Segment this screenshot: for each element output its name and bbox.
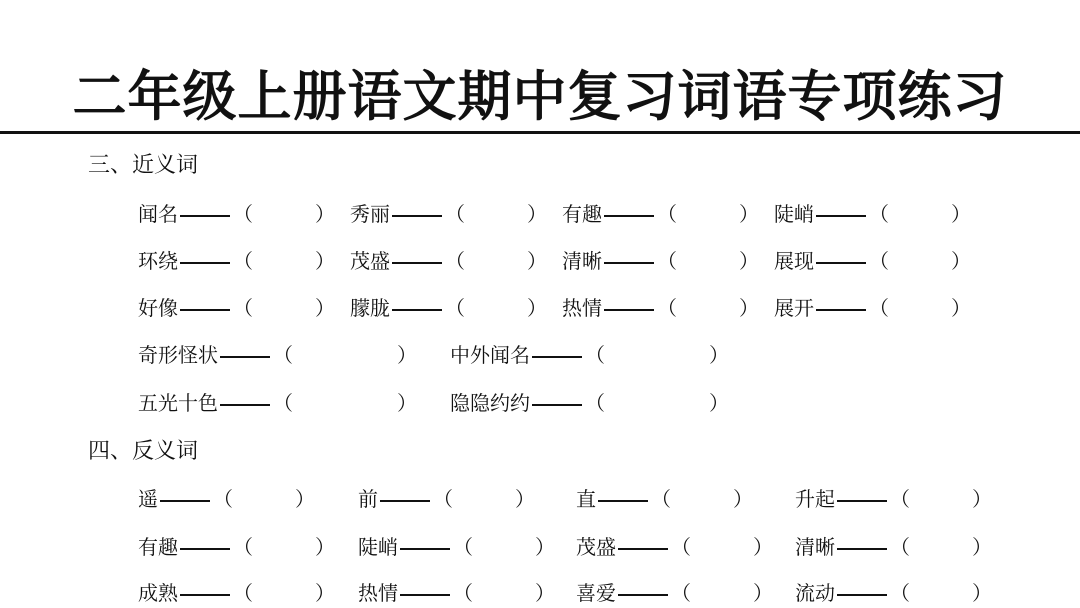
item-word: 展开	[774, 296, 814, 320]
exercise-item	[358, 484, 535, 514]
item-word: 秀丽	[350, 202, 390, 226]
open-paren: （	[890, 581, 910, 605]
item-word: 环绕	[138, 249, 178, 273]
close-paren: ）	[951, 202, 971, 226]
section-heading-antonyms: 四、反义词	[88, 439, 199, 464]
close-paren: ）	[535, 535, 555, 559]
item-word: 遥	[138, 487, 158, 511]
dash-line	[392, 215, 442, 217]
open-paren: （	[890, 487, 910, 511]
open-paren: （	[233, 202, 253, 226]
open-paren: （	[273, 343, 293, 367]
dash-line	[400, 594, 450, 596]
exercise-item	[562, 246, 759, 276]
exercise-item	[450, 340, 729, 370]
item-word: 升起	[795, 487, 835, 511]
item-word: 茂盛	[576, 535, 616, 559]
item-word: 有趣	[562, 202, 602, 226]
close-paren: ）	[739, 249, 759, 273]
item-word: 清晰	[562, 249, 602, 273]
dash-line	[532, 404, 582, 406]
dash-line	[816, 215, 866, 217]
open-paren: （	[273, 391, 293, 415]
item-word: 好像	[138, 296, 178, 320]
exercise-item	[350, 293, 547, 323]
dash-line	[837, 548, 887, 550]
close-paren: ）	[527, 296, 547, 320]
exercise-item	[795, 578, 992, 608]
item-word: 有趣	[138, 535, 178, 559]
dash-line	[604, 215, 654, 217]
item-word: 茂盛	[350, 249, 390, 273]
close-paren: ）	[951, 296, 971, 320]
exercise-item	[774, 246, 971, 276]
item-word: 陡峭	[774, 202, 814, 226]
item-word: 闻名	[138, 202, 178, 226]
dash-line	[618, 594, 668, 596]
close-paren: ）	[515, 487, 535, 511]
exercise-item	[795, 484, 992, 514]
dash-line	[220, 404, 270, 406]
exercise-item	[350, 246, 547, 276]
close-paren: ）	[739, 202, 759, 226]
open-paren: （	[233, 249, 253, 273]
close-paren: ）	[709, 391, 729, 415]
dash-line	[180, 594, 230, 596]
exercise-item	[358, 532, 555, 562]
dash-line	[532, 356, 582, 358]
close-paren: ）	[535, 581, 555, 605]
close-paren: ）	[315, 581, 335, 605]
exercise-item	[576, 532, 773, 562]
close-paren: ）	[709, 343, 729, 367]
close-paren: ）	[972, 535, 992, 559]
exercise-item	[774, 293, 971, 323]
dash-line	[160, 500, 210, 502]
exercise-item	[774, 199, 971, 229]
open-paren: （	[890, 535, 910, 559]
dash-line	[180, 215, 230, 217]
exercise-item	[562, 199, 759, 229]
dash-line	[604, 262, 654, 264]
item-word: 清晰	[795, 535, 835, 559]
open-paren: （	[445, 296, 465, 320]
dash-line	[598, 500, 648, 502]
close-paren: ）	[739, 296, 759, 320]
dash-line	[380, 500, 430, 502]
open-paren: （	[671, 581, 691, 605]
close-paren: ）	[972, 487, 992, 511]
open-paren: （	[233, 296, 253, 320]
dash-line	[816, 262, 866, 264]
open-paren: （	[445, 249, 465, 273]
open-paren: （	[453, 535, 473, 559]
exercise-item	[138, 199, 335, 229]
exercise-item	[562, 293, 759, 323]
open-paren: （	[445, 202, 465, 226]
open-paren: （	[869, 296, 889, 320]
exercise-item	[576, 578, 773, 608]
exercise-item	[138, 388, 417, 418]
close-paren: ）	[753, 581, 773, 605]
title-underline	[0, 131, 1080, 134]
open-paren: （	[657, 202, 677, 226]
close-paren: ）	[753, 535, 773, 559]
item-word: 隐隐约约	[450, 391, 530, 415]
dash-line	[400, 548, 450, 550]
item-word: 中外闻名	[450, 343, 530, 367]
open-paren: （	[657, 296, 677, 320]
dash-line	[180, 309, 230, 311]
item-word: 流动	[795, 581, 835, 605]
close-paren: ）	[315, 296, 335, 320]
item-word: 展现	[774, 249, 814, 273]
open-paren: （	[213, 487, 233, 511]
exercise-item	[138, 578, 335, 608]
dash-line	[392, 262, 442, 264]
item-word: 成熟	[138, 581, 178, 605]
close-paren: ）	[315, 202, 335, 226]
open-paren: （	[671, 535, 691, 559]
open-paren: （	[233, 581, 253, 605]
section-heading-synonyms: 三、近义词	[88, 153, 199, 178]
exercise-item	[795, 532, 992, 562]
dash-line	[618, 548, 668, 550]
open-paren: （	[651, 487, 671, 511]
open-paren: （	[869, 249, 889, 273]
dash-line	[837, 500, 887, 502]
exercise-item	[358, 578, 555, 608]
open-paren: （	[585, 391, 605, 415]
dash-line	[604, 309, 654, 311]
dash-line	[220, 356, 270, 358]
exercise-item	[138, 293, 335, 323]
close-paren: ）	[397, 391, 417, 415]
item-word: 前	[358, 487, 378, 511]
dash-line	[180, 262, 230, 264]
dash-line	[816, 309, 866, 311]
page-title: 二年级上册语文期中复习词语专项练习	[72, 65, 1008, 128]
item-word: 喜爱	[576, 581, 616, 605]
dash-line	[392, 309, 442, 311]
item-word: 朦胧	[350, 296, 390, 320]
item-word: 五光十色	[138, 391, 218, 415]
close-paren: ）	[733, 487, 753, 511]
open-paren: （	[453, 581, 473, 605]
exercise-item	[138, 532, 335, 562]
open-paren: （	[585, 343, 605, 367]
dash-line	[180, 548, 230, 550]
close-paren: ）	[295, 487, 315, 511]
open-paren: （	[233, 535, 253, 559]
close-paren: ）	[397, 343, 417, 367]
item-word: 奇形怪状	[138, 343, 218, 367]
item-word: 陡峭	[358, 535, 398, 559]
close-paren: ）	[972, 581, 992, 605]
close-paren: ）	[315, 249, 335, 273]
close-paren: ）	[951, 249, 971, 273]
exercise-item	[138, 484, 315, 514]
close-paren: ）	[527, 249, 547, 273]
item-word: 热情	[358, 581, 398, 605]
dash-line	[837, 594, 887, 596]
open-paren: （	[657, 249, 677, 273]
close-paren: ）	[315, 535, 335, 559]
exercise-item	[450, 388, 729, 418]
item-word: 直	[576, 487, 596, 511]
exercise-item	[138, 246, 335, 276]
item-word: 热情	[562, 296, 602, 320]
open-paren: （	[433, 487, 453, 511]
exercise-item	[138, 340, 417, 370]
close-paren: ）	[527, 202, 547, 226]
exercise-item	[576, 484, 753, 514]
exercise-item	[350, 199, 547, 229]
open-paren: （	[869, 202, 889, 226]
